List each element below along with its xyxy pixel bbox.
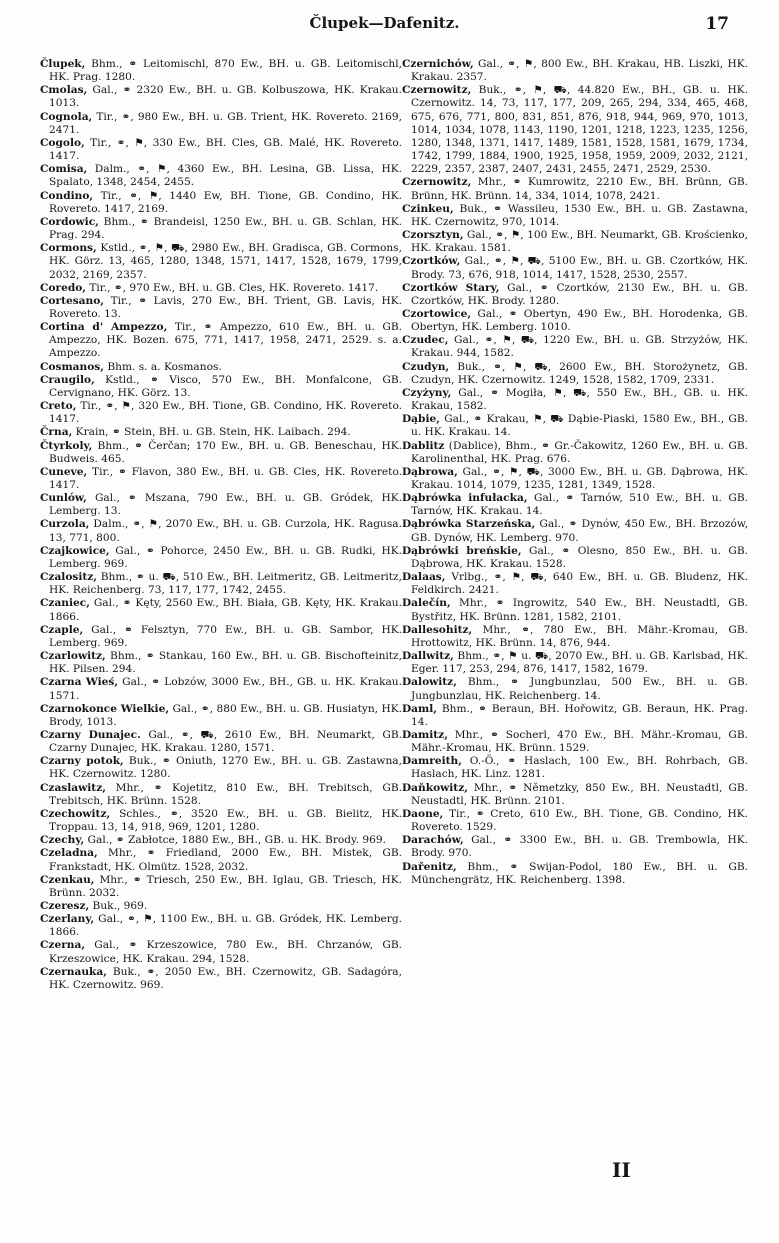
- gazetteer-entry: [40, 111, 402, 137]
- place-details: Buk., ⚭ Oniuth, 1270 Ew., BH. u. GB. Zastawna, HK. Czernowitz. 1280.: [49, 755, 402, 781]
- place-name: Condino,: [40, 189, 94, 202]
- place-details: Kstld., ⚭ Visco, 570 Ew., BH. Monfalcone, GB. Cervignano, HK. Görz. 13.: [49, 373, 402, 399]
- place-name: Czaple,: [40, 623, 84, 636]
- gazetteer-entry: [40, 966, 402, 992]
- place-details: Tir., ⚭, 980 Ew., BH. u. GB. Trient, HK. Rovereto. 2169, 2471.: [49, 110, 402, 136]
- place-details: Tir., ⚭ Ampezzo, 610 Ew., BH. u. GB. Ampezzo, HK. Bozen. 675, 771, 1417, 1958, 2471, 2529. s. a. Ampezzo.: [49, 321, 402, 360]
- place-name: Daňkowitz,: [402, 781, 468, 794]
- place-details: Gal., ⚭, ⚑, 100 Ew., BH. Neumarkt, GB. Krościenko, HK. Krakau. 1581.: [411, 229, 748, 255]
- place-details: Buk., ⚭, ⚑, ⛟, 44.820 Ew., BH., GB. u. HK. Czernowitz. 14, 73, 117, 177, 209, 265, 294, 334, 465, 468, 675, 676, 771, 800, 831, 851, 876, 918, 944, 969, 970, 1013, 1014, 1034, 1078, 1143, 1190, 1201, 1218, 1223, 1235, 1256, 1280, 1348, 1371, 1417, 1489, 1581, 1528, 1581, 1679, 1734, 1742, 1799, 1884, 1900, 1925, 1958, 1959, 2009, 2032, 2121, 2229, 2357, 2387, 2407, 2431, 2455, 2471, 2529, 2530.: [411, 84, 748, 176]
- place-name: Czaslawitz,: [40, 781, 106, 794]
- gazetteer-entry: [402, 624, 748, 650]
- gazetteer-entry: [402, 834, 748, 860]
- place-name: Curzola,: [40, 518, 90, 531]
- place-name: Craugilo,: [40, 373, 95, 386]
- place-name: Cosmanos,: [40, 360, 104, 373]
- place-details: Buk., ⚭, 2050 Ew., BH. Czernowitz, GB. Sadagóra, HK. Czernowitz. 969.: [49, 965, 402, 991]
- gazetteer-entry: [402, 729, 748, 755]
- place-details: Gal., ⚭ Dynów, 450 Ew., BH. Brzozów, GB. Dynów, HK. Lemberg. 970.: [411, 518, 749, 544]
- gazetteer-entry: [402, 387, 748, 413]
- place-name: Dalowitz,: [402, 676, 457, 689]
- gazetteer-entry: [40, 216, 402, 242]
- gazetteer-entry: [402, 597, 748, 623]
- place-details: Bhm., ⚭ Beraun, BH. Hořowitz, GB. Beraun, HK. Prag. 14.: [411, 702, 748, 728]
- gazetteer-entry: [402, 361, 748, 387]
- place-name: Czorsztyn,: [402, 229, 464, 242]
- place-details: Bhm. s. a. Kosmanos.: [103, 360, 222, 373]
- place-name: Czerna,: [40, 939, 86, 952]
- place-name: Daone,: [402, 807, 444, 820]
- place-details: Bhm., ⚭, ⚑ u. ⛟, 2070 Ew., BH. u. GB. Karlsbad, HK. Eger. 117, 253, 294, 876, 1417, 1582, 1679.: [411, 650, 748, 676]
- place-details: Buk., ⚭ Wassileu, 1530 Ew., BH. u. GB. Zastawna, HK. Czernowitz, 970, 1014.: [411, 202, 748, 228]
- gazetteer-entry: [402, 518, 748, 544]
- gazetteer-entry: [40, 808, 402, 834]
- gazetteer-entry: [40, 597, 402, 623]
- place-details: Mhr., ⚭ Kumrowitz, 2210 Ew., BH. Brünn, GB. Brünn, HK. Brünn. 14, 334, 1014, 1078, 2421.: [411, 176, 748, 202]
- place-details: Tir., ⚭, ⚑, 1440 Ew, BH. Tione, GB. Condino, HK. Rovereto. 1417, 2169.: [49, 189, 402, 215]
- place-name: Czeresz,: [40, 900, 90, 912]
- page-number: 17: [705, 14, 729, 34]
- gazetteer-entry: [40, 900, 402, 913]
- place-details: Mhr., ⚭ Socherl, 470 Ew., BH. Mähr.-Kromau, GB. Mähr.-Kromau, HK. Brünn. 1529.: [411, 728, 748, 755]
- gazetteer-entry: [40, 518, 402, 544]
- place-details: Gal., ⚭ Krakau, ⚑, ⛟ Dąbie-Piaski, 1580 Ew., BH., GB. u. HK. Krakau. 14.: [411, 413, 748, 439]
- gazetteer-entry: [40, 440, 402, 466]
- place-details: Bhm., ⚭ Leitomischl, 870 Ew., BH. u. GB. Leitomischl, HK. Prag. 1280.: [49, 58, 402, 84]
- gazetteer-entry: [402, 203, 748, 229]
- gazetteer-entry: [40, 703, 402, 729]
- gazetteer-entry: [40, 571, 402, 597]
- place-details: Dalm., ⚭, ⚑, 4360 Ew., BH. Lesina, GB. Lissa, HK. Spalato, 1348, 2454, 2455.: [49, 163, 402, 189]
- place-details: Vrlbg., ⚭, ⚑, ⛟, 640 Ew., BH. u. GB. Bludenz, HK. Feldkirch. 2421.: [411, 571, 748, 597]
- place-name: Czernichów,: [402, 58, 474, 70]
- place-details: Bhm., ⚭ u. ⛟, 510 Ew., BH. Leitmeritz, GB. Leitmeritz, HK. Reichenberg. 73, 117, 177, 1742, 2455.: [49, 571, 402, 597]
- place-name: Cordowic,: [40, 215, 99, 228]
- place-details: Mhr., ⚭ Němetzky, 850 Ew., BH. Neustadtl, GB. Neustadtl, HK. Brünn. 2101.: [411, 781, 748, 807]
- place-name: Comisa,: [40, 163, 88, 176]
- gazetteer-entry: [40, 295, 402, 321]
- gazetteer-entry: [402, 255, 748, 281]
- place-name: Dalaas,: [402, 571, 446, 584]
- place-details: Mhr., ⚭ Kojetitz, 810 Ew., BH. Trebitsch, GB. Trebitsch, HK. Brünn. 1528.: [49, 781, 402, 807]
- right-column: [402, 58, 748, 887]
- place-name: Czernauka,: [40, 965, 107, 978]
- place-details: Krain, ⚭ Stein, BH. u. GB. Stein, HK. Laibach. 294.: [72, 426, 351, 439]
- place-details: Gal., ⚭ Tarnów, 510 Ew., BH. u. GB. Tarnów, HK. Krakau. 14.: [411, 492, 749, 518]
- place-details: Buk., 969.: [89, 900, 148, 912]
- place-name: Czaniec,: [40, 597, 90, 610]
- place-details: Gal., ⚭ Krzeszowice, 780 Ew., BH. Chrzanów, GB. Krzeszowice, HK. Krakau. 294, 1528.: [49, 939, 402, 965]
- gazetteer-entry: [402, 334, 748, 360]
- place-details: Gal., ⚭, ⛟, 2610 Ew., BH. Neumarkt, GB. Czarny Dunajec, HK. Krakau. 1280, 1571.: [49, 728, 402, 755]
- place-details: Gal., ⚭ 3300 Ew., BH. u. GB. Trembowla, HK. Brody. 970.: [411, 834, 748, 860]
- place-name: Dallwitz,: [402, 650, 454, 663]
- place-name: Czajkowice,: [40, 544, 110, 557]
- place-name: Czerlany,: [40, 913, 95, 926]
- gazetteer-entry: [402, 782, 748, 808]
- place-details: Tir., ⚭ Flavon, 380 Ew., BH. u. GB. Cles, HK. Rovereto. 1417.: [49, 465, 402, 491]
- place-name: Dablitz: [402, 439, 445, 452]
- place-name: Czechowitz,: [40, 807, 111, 820]
- place-details: Dalm., ⚭, ⚑, 2070 Ew., BH. u. GB. Curzola, HK. Ragusa. 13, 771, 800.: [49, 518, 402, 544]
- place-details: Kstld., ⚭, ⚑, ⛟, 2980 Ew., BH. Gradisca, GB. Cormons, HK. Görz. 13, 465, 1280, 1348, 1571, 1417, 1528, 1679, 1799, 2032, 2169, 2357.: [49, 242, 402, 281]
- place-details: Gal., ⚭, 880 Ew., BH. u. GB. Husiatyn, HK. Brody, 1013.: [49, 702, 402, 728]
- gazetteer-entry: [402, 440, 748, 466]
- place-name: Dąbrówka Starzeńska,: [402, 518, 536, 531]
- place-name: Dalečín,: [402, 597, 451, 610]
- place-details: Mhr., ⚭ Triesch, 250 Ew., BH. Iglau, GB. Triesch, HK. Brünn. 2032.: [49, 873, 402, 899]
- place-details: O.-Ö., ⚭ Haslach, 100 Ew., BH. Rohrbach, GB. Haslach, HK. Linz. 1281.: [411, 755, 748, 781]
- place-details: Schles., ⚭, 3520 Ew., BH. u. GB. Bielitz, HK. Troppau. 13, 14, 918, 969, 1201, 1280.: [49, 807, 402, 834]
- place-name: Cogolo,: [40, 136, 85, 149]
- place-name: Dąbie,: [402, 413, 440, 426]
- gazetteer-entry: [402, 413, 748, 439]
- place-details: Bhm., ⚭ Stankau, 160 Ew., BH. u. GB. Bischofteinitz, HK. Pilsen. 294.: [49, 650, 402, 676]
- place-name: Czarny potok,: [40, 755, 124, 768]
- gazetteer-entry: [402, 308, 748, 334]
- place-name: Czechy,: [40, 834, 85, 847]
- gazetteer-entry: [402, 229, 748, 255]
- place-name: Čtyrkoly,: [40, 439, 93, 452]
- gazetteer-entry: [40, 492, 402, 518]
- gazetteer-entry: [402, 650, 748, 676]
- place-name: Czeladna,: [40, 847, 98, 860]
- gazetteer-entry: [40, 321, 402, 360]
- place-name: Daml,: [402, 702, 437, 715]
- place-details: Tir., ⚭, ⚑, 320 Ew., BH. Tione, GB. Condino, HK. Rovereto. 1417.: [49, 400, 402, 426]
- gazetteer-entry: [40, 466, 402, 492]
- place-details: Gal., ⚭ Mogiła, ⚑, ⛟, 550 Ew., BH., GB. u. HK. Krakau, 1582.: [411, 386, 748, 413]
- place-name: Czarnokonce Wielkie,: [40, 702, 170, 715]
- place-details: Bhm., ⚭ Jungbunzlau, 500 Ew., BH. u. GB. Jungbunzlau, HK. Reichenberg. 14.: [411, 676, 748, 702]
- place-name: Czarna Wieś,: [40, 676, 119, 689]
- place-details: Buk., ⚭, ⚑, ⛟, 2600 Ew., BH. Storożynetz, GB. Czudyn, HK. Czernowitz. 1249, 1528, 1582, 1709, 2331.: [411, 360, 748, 386]
- place-name: Creto,: [40, 400, 77, 413]
- gazetteer-entry: [40, 242, 402, 281]
- place-name: Czalositz,: [40, 571, 97, 584]
- gazetteer-entry: [40, 190, 402, 216]
- place-details: (Dablice), Bhm., ⚭ Gr.-Čakowitz, 1260 Ew., BH. u. GB. Karolinenthal, HK. Prag. 676.: [411, 439, 748, 465]
- gazetteer-entry: [402, 755, 748, 781]
- place-name: Czudec,: [402, 334, 449, 347]
- sheet-mark: II: [612, 1158, 631, 1182]
- gazetteer-entry: [40, 545, 402, 571]
- place-name: Dąbrówki breńskie,: [402, 544, 522, 557]
- place-details: Gal., ⚭ Zabłotce, 1880 Ew., BH., GB. u. HK. Brody. 969.: [84, 834, 386, 847]
- place-name: Cunlów,: [40, 492, 87, 505]
- place-name: Czinkeu,: [402, 202, 454, 215]
- gazetteer-entry: [40, 84, 402, 110]
- gazetteer-entry: [40, 729, 402, 755]
- place-details: Gal., ⚭, ⚑, ⛟, 3000 Ew., BH. u. GB. Dąbrowa, HK. Krakau. 1014, 1079, 1235, 1281, 1349, 1528.: [411, 465, 748, 491]
- gazetteer-entry: [402, 176, 748, 202]
- place-name: Dařenitz,: [402, 860, 457, 873]
- gazetteer-entry: [402, 571, 748, 597]
- place-details: Tir., ⚭ Lavis, 270 Ew., BH. Trient, GB. Lavis, HK. Rovereto. 13.: [49, 294, 402, 320]
- place-name: Czortowice,: [402, 307, 472, 320]
- place-name: Člupek,: [40, 58, 86, 70]
- gazetteer-entry: [40, 782, 402, 808]
- gazetteer-entry: [40, 137, 402, 163]
- place-details: Gal., ⚭ Mszana, 790 Ew., BH. u. GB. Gródek, HK. Lemberg. 13.: [49, 492, 402, 518]
- gazetteer-entry: [402, 466, 748, 492]
- place-details: Gal., ⚭, ⚑, 1100 Ew., BH. u. GB. Gródek, HK. Lemberg. 1866.: [49, 913, 402, 939]
- place-details: Bhm., ⚭ Čerčan; 170 Ew., BH. u. GB. Beneschau, HK. Budweis. 465.: [49, 439, 402, 465]
- gazetteer-entry: [40, 426, 402, 439]
- gazetteer-entry: [40, 676, 402, 702]
- place-name: Czernowitz,: [402, 84, 472, 97]
- place-details: Bhm., ⚭ Swijan-Podol, 180 Ew., BH. u. GB. Münchengrätz, HK. Reichenberg. 1398.: [411, 860, 748, 886]
- place-name: Dąbrowa,: [402, 465, 458, 478]
- gazetteer-entry: [40, 834, 402, 847]
- place-details: Mhr., ⚭ Ingrowitz, 540 Ew., BH. Neustadtl, GB. Bystřitz, HK. Brünn. 1281, 1582, 2101.: [411, 597, 748, 623]
- gazetteer-entry: [402, 282, 748, 308]
- place-name: Czudyn,: [402, 360, 450, 373]
- place-details: Bhm., ⚭ Brandeisl, 1250 Ew., BH. u. GB. Schlan, HK. Prag. 294.: [49, 215, 402, 242]
- left-column: [40, 58, 402, 992]
- gazetteer-entry: [402, 676, 748, 702]
- gazetteer-entry: [40, 163, 402, 189]
- place-details: Tir., ⚭, 970 Ew., BH. u. GB. Cles, HK. Rovereto. 1417.: [85, 281, 379, 294]
- place-name: Cormons,: [40, 242, 97, 255]
- place-details: Gal., ⚭ 2320 Ew., BH. u. GB. Kolbuszowa, HK. Krakau. 1013.: [49, 84, 402, 110]
- place-name: Coredo,: [40, 281, 86, 294]
- place-name: Črna,: [40, 426, 73, 439]
- gazetteer-entry: [40, 755, 402, 781]
- gazetteer-entry: [402, 861, 748, 887]
- place-name: Czenkau,: [40, 873, 95, 886]
- place-name: Czortków Stary,: [402, 281, 500, 294]
- place-name: Cortesano,: [40, 294, 104, 307]
- place-details: Mhr., ⚭, 780 Ew., BH. Mähr.-Kromau, GB. Hrottowitz, HK. Brünn. 14, 876, 944.: [411, 623, 748, 649]
- gazetteer-entry: [40, 624, 402, 650]
- gazetteer-entry: [40, 874, 402, 900]
- place-details: Gal., ⚭ Olesno, 850 Ew., BH. u. GB. Dąbrowa, HK. Krakau. 1528.: [411, 544, 749, 570]
- place-details: Gal., ⚭, ⚑, ⛟, 5100 Ew., BH. u. GB. Czortków, HK. Brody. 73, 676, 918, 1014, 1417, 1528, 2530, 2557.: [411, 255, 748, 281]
- place-name: Damitz,: [402, 728, 448, 741]
- place-details: Mhr., ⚭ Friedland, 2000 Ew., BH. Mistek, GB. Frankstadt, HK. Olmütz. 1528, 2032.: [49, 847, 402, 873]
- gazetteer-entry: [402, 545, 748, 571]
- gazetteer-entry: [402, 703, 748, 729]
- place-details: Gal., ⚭ Pohorce, 2450 Ew., BH. u. GB. Rudki, HK. Lemberg. 969.: [49, 544, 402, 570]
- place-details: Gal., ⚭, ⚑, ⛟, 1220 Ew., BH. u. GB. Strzyżów, HK. Krakau. 944, 1582.: [411, 334, 748, 360]
- running-title: Člupek—Dafenitz.: [309, 14, 460, 32]
- place-name: Darachów,: [402, 834, 464, 847]
- place-name: Cortina d' Ampezzo,: [40, 321, 168, 334]
- place-details: Gal., ⚭ Felsztyn, 770 Ew., BH. u. GB. Sambor, HK. Lemberg. 969.: [49, 623, 402, 649]
- place-name: Czernowitz,: [402, 176, 472, 189]
- place-name: Dąbrówka infułacka,: [402, 492, 528, 505]
- place-name: Czyżyny,: [402, 386, 452, 399]
- place-details: Tir., ⚭, ⚑, 330 Ew., BH. Cles, GB. Malé, HK. Rovereto. 1417.: [49, 136, 402, 163]
- gazetteer-entry: [40, 913, 402, 939]
- gazetteer-entry: [40, 939, 402, 965]
- gazetteer-entry: [402, 84, 748, 176]
- gazetteer-entry: [402, 808, 748, 834]
- place-name: Dallesohitz,: [402, 623, 473, 636]
- place-name: Czortków,: [402, 255, 461, 268]
- gazetteer-entry: [40, 58, 402, 84]
- gazetteer-entry: [40, 282, 402, 295]
- place-name: Czarny Dunajec.: [40, 728, 141, 741]
- place-details: Gal., ⚭ Kęty, 2560 Ew., BH. Biała, GB. Kęty, HK. Krakau. 1866.: [49, 597, 402, 623]
- gazetteer-entry: [40, 374, 402, 400]
- place-name: Cognola,: [40, 110, 93, 123]
- place-details: Gal., ⚭ Obertyn, 490 Ew., BH. Horodenka, GB. Obertyn, HK. Lemberg. 1010.: [411, 307, 748, 334]
- place-details: Gal., ⚭ Czortków, 2130 Ew., BH. u. GB. Czortków, HK. Brody. 1280.: [411, 281, 748, 307]
- place-details: Tir., ⚭ Creto, 610 Ew., BH. Tione, GB. Condino, HK. Rovereto. 1529.: [411, 807, 748, 834]
- gazetteer-entry: [40, 400, 402, 426]
- place-details: Gal., ⚭ Lobzów, 3000 Ew., BH., GB. u. HK. Krakau. 1571.: [49, 676, 403, 702]
- gazetteer-entry: [40, 847, 402, 873]
- place-name: Damreith,: [402, 755, 462, 768]
- place-details: Gal., ⚭, ⚑, 800 Ew., BH. Krakau, HB. Liszki, HK. Krakau. 2357.: [411, 58, 748, 84]
- gazetteer-entry: [402, 492, 748, 518]
- gazetteer-entry: [40, 650, 402, 676]
- gazetteer-entry: [40, 361, 402, 374]
- place-name: Cuneve,: [40, 465, 88, 478]
- place-name: Cmolas,: [40, 84, 88, 97]
- page-header: [40, 14, 729, 40]
- gazetteer-entry: [402, 58, 748, 84]
- place-name: Czarlowitz,: [40, 650, 106, 663]
